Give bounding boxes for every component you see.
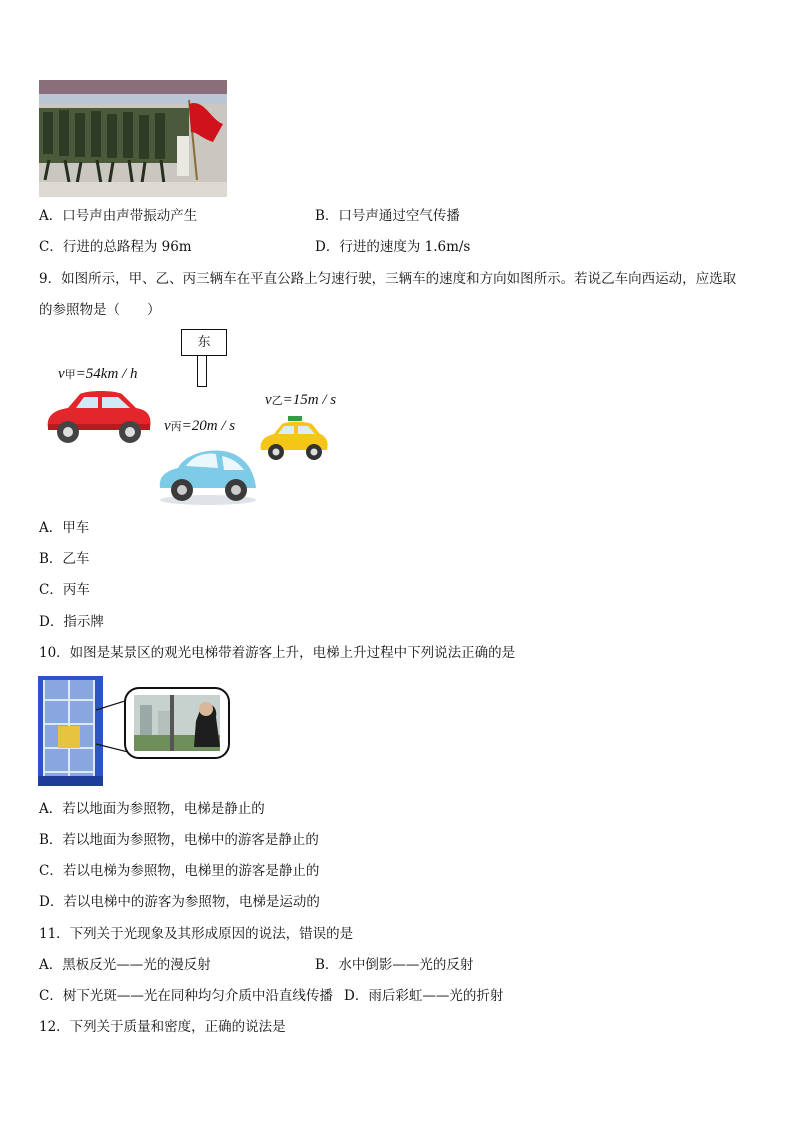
q8-option-d: D．行进的速度为 1.6m/s xyxy=(315,239,471,255)
q10-option-c: C．若以电梯为参照物，电梯里的游客是静止的 xyxy=(39,863,320,879)
q9-option-a: A．甲车 xyxy=(39,520,90,536)
q9-option-d: D．指示牌 xyxy=(39,614,104,630)
direction-sign-label: 东 xyxy=(197,335,211,350)
q9-stem-line2: 的参照物是（ ） xyxy=(39,302,161,318)
q8-option-a: A．口号声由声带振动产生 xyxy=(39,208,198,224)
yellow-car-yi xyxy=(258,414,330,464)
red-car-jia xyxy=(44,388,154,446)
direction-sign xyxy=(181,329,227,356)
q10-option-a: A．若以地面为参照物，电梯是静止的 xyxy=(39,801,265,817)
q12-stem: 12．下列关于质量和密度，正确的说法是 xyxy=(39,1019,286,1035)
q11-option-d: D．雨后彩虹——光的折射 xyxy=(344,988,504,1004)
q9-stem-line1: 9．如图所示，甲、乙、丙三辆车在平直公路上匀速行驶，三辆车的速度和方向如图所示。若说乙车向西运动，应选取 xyxy=(39,271,737,287)
q11-option-c: C．树下光斑——光在同种均匀介质中沿直线传播 xyxy=(39,988,333,1004)
velocity-bing-label: v丙=20m / s xyxy=(164,418,236,434)
blue-car-bing xyxy=(156,444,260,506)
elevator-inset-photo xyxy=(124,687,230,759)
q9-option-b: B．乙车 xyxy=(39,551,90,567)
q8-option-c: C．行进的总路程为 96m xyxy=(39,239,192,255)
q11-option-a: A．黑板反光——光的漫反射 xyxy=(39,957,211,973)
velocity-yi-label: v乙=15m / s xyxy=(265,392,337,408)
sign-pole xyxy=(197,356,207,387)
q11-stem: 11．下列关于光现象及其形成原因的说法，错误的是 xyxy=(39,926,354,942)
q10-option-d: D．若以电梯中的游客为参照物，电梯是运动的 xyxy=(39,894,320,910)
q8-option-b: B．口号声通过空气传播 xyxy=(315,208,460,224)
q10-option-b: B．若以地面为参照物，电梯中的游客是静止的 xyxy=(39,832,319,848)
q10-stem: 10．如图是某景区的观光电梯带着游客上升，电梯上升过程中下列说法正确的是 xyxy=(39,645,516,661)
velocity-jia-label: v甲=54km / h xyxy=(58,366,138,382)
q11-option-b: B．水中倒影——光的反射 xyxy=(315,957,474,973)
q9-option-c: C．丙车 xyxy=(39,582,90,598)
elevator-photo xyxy=(38,676,103,786)
parade-photo xyxy=(39,80,227,197)
